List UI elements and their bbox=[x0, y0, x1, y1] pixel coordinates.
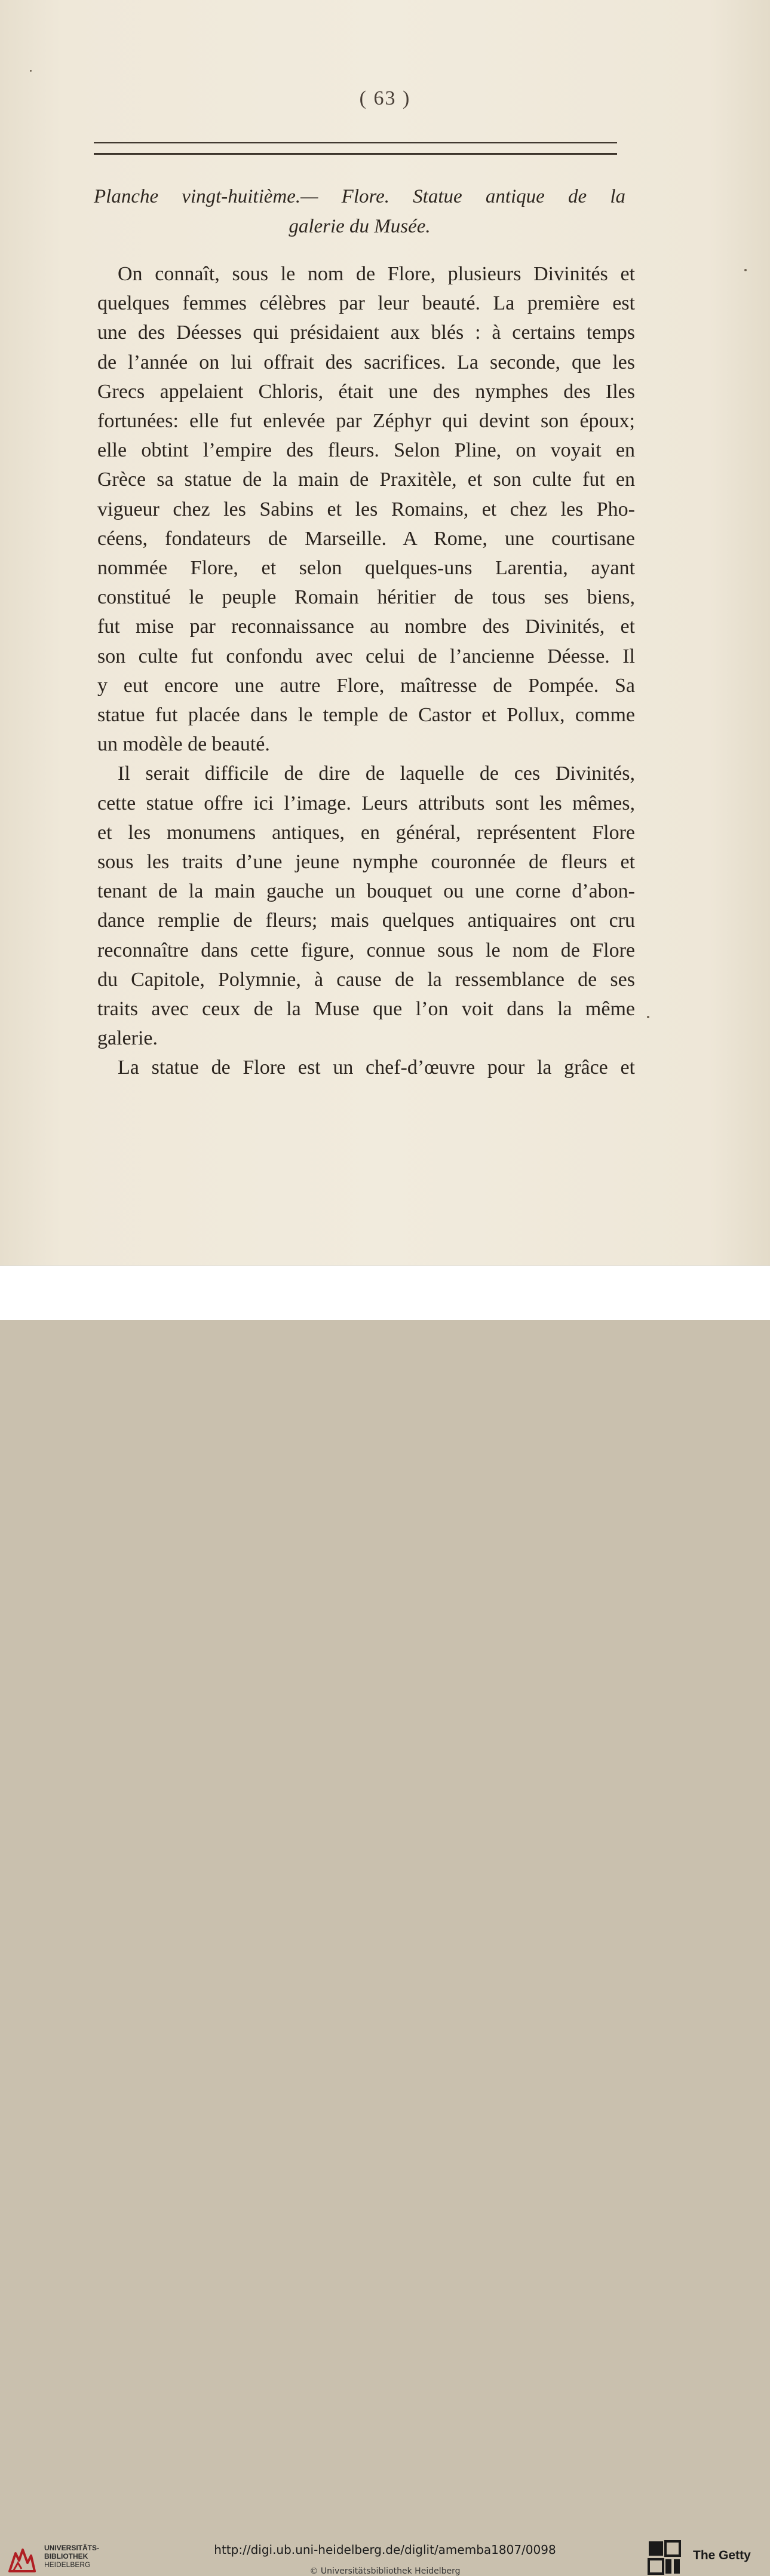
heading-line-1: Planche vingt-huitième.— Flore. Statue antique de la bbox=[94, 186, 625, 207]
footer-bar bbox=[0, 1266, 770, 2576]
body-line: un modèle de beauté. bbox=[97, 733, 270, 756]
body-line: fut mise par reconnaissance au nombre des Divinités, et bbox=[97, 615, 635, 638]
paper-speck bbox=[647, 1016, 649, 1018]
body-line: nommée Flore, et selon quelques-uns Larentia, ayant bbox=[97, 557, 635, 580]
body-text bbox=[97, 259, 635, 1083]
body-line: céens, fondateurs de Marseille. A Rome, une courtisane bbox=[97, 527, 635, 550]
heading-line-2: galerie du Musée. bbox=[289, 216, 431, 237]
body-line: elle obtint l’empire des fleurs. Selon Pline, on voyait en bbox=[97, 439, 635, 462]
body-line: traits avec ceux de la Muse que l’on voit dans la même bbox=[97, 998, 635, 1021]
body-line: constitué le peuple Romain héritier de tous ses biens, bbox=[97, 586, 635, 609]
body-line: On connaît, sous le nom de Flore, plusieurs Divinités et bbox=[118, 263, 635, 285]
paper-speck bbox=[744, 269, 747, 271]
body-line: reconnaître dans cette figure, connue sous le nom de Flore bbox=[97, 939, 635, 961]
body-line: son culte fut confondu avec celui de l’ancienne Déesse. Il bbox=[97, 645, 635, 667]
copyright-notice: © Universitätsbibliothek Heidelberg bbox=[309, 2566, 461, 2576]
scanned-page bbox=[0, 0, 770, 1266]
body-line: une des Déesses qui présidaient aux blés : à certains temps bbox=[97, 321, 635, 344]
header-rule-thin bbox=[94, 142, 617, 143]
ub-line-3: HEIDELBERG bbox=[44, 2560, 91, 2569]
body-line: dance remplie de fleurs; mais quelques antiquaires ont cru bbox=[97, 909, 635, 932]
body-line: sous les traits d’une jeune nymphe couronnée de fleurs et bbox=[97, 851, 635, 874]
body-line: et les monumens antiques, en général, représentent Flore bbox=[97, 821, 635, 844]
body-line: Grecs appelaient Chloris, était une des nymphes des Iles bbox=[97, 380, 635, 403]
body-line: fortunées: elle fut enlevée par Zéphyr qui devint son époux; bbox=[97, 410, 635, 433]
body-line: galerie. bbox=[97, 1027, 158, 1050]
body-line: du Capitole, Polymnie, à cause de la ressemblance de ses bbox=[97, 968, 635, 991]
body-line: de l’année on lui offrait des sacrifices. La seconde, que les bbox=[97, 351, 635, 373]
body-line: cette statue offre ici l’image. Leurs attributs sont les mêmes, bbox=[97, 792, 635, 814]
body-line: statue fut placée dans le temple de Castor et Pollux, comme bbox=[97, 704, 635, 727]
getty-logo-icon bbox=[648, 2540, 681, 2575]
paper-speck bbox=[30, 70, 32, 72]
header-rule-thick bbox=[94, 153, 617, 155]
page-number: ( 63 ) bbox=[359, 87, 411, 109]
body-line: Grèce sa statue de la main de Praxitèle, et son culte fut en bbox=[97, 468, 635, 491]
body-line: La statue de Flore est un chef-d’œuvre pour la grâce et bbox=[118, 1056, 635, 1079]
body-line: quelques femmes célèbres par leur beauté. La première est bbox=[97, 292, 635, 315]
ub-line-2: BIBLIOTHEK bbox=[44, 2552, 88, 2560]
body-line: Il serait difficile de dire de laquelle de ces Divinités, bbox=[118, 762, 635, 785]
permalink-url[interactable]: http://digi.ub.uni-heidelberg.de/diglit/amemba1807/0098 bbox=[214, 2543, 556, 2557]
body-line: vigueur chez les Sabins et les Romains, et chez les Pho- bbox=[97, 498, 635, 520]
getty-label: The Getty bbox=[693, 2549, 751, 2562]
ub-line-1: UNIVERSITÄTS- bbox=[44, 2544, 100, 2552]
plate-heading bbox=[94, 182, 625, 241]
body-line: y eut encore une autre Flore, maîtresse de Pompée. Sa bbox=[97, 674, 635, 697]
body-line: tenant de la main gauche un bouquet ou une corne d’abon- bbox=[97, 880, 635, 903]
